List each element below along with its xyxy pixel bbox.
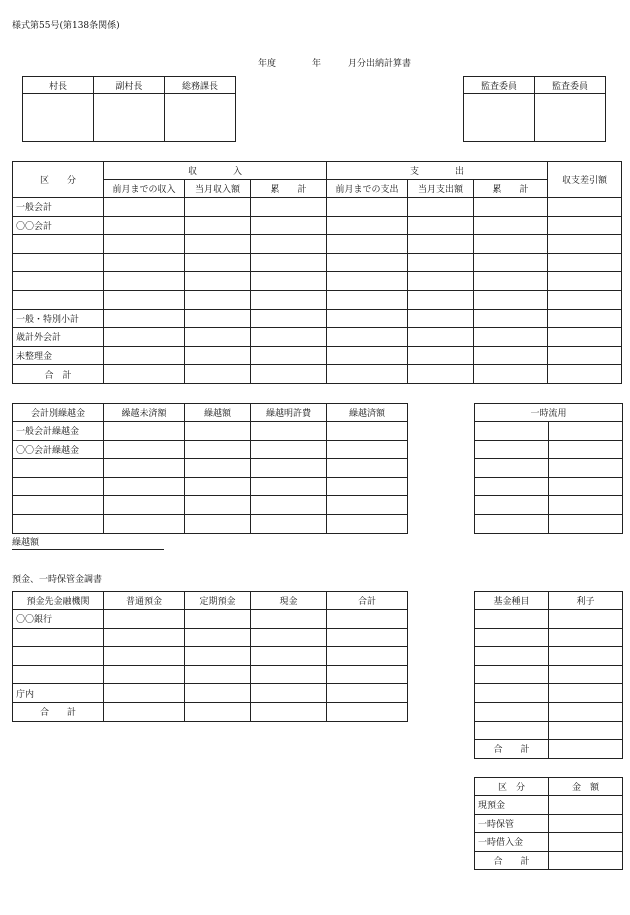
table-row <box>475 684 623 703</box>
table-row <box>475 496 623 515</box>
table-row <box>475 665 623 684</box>
entry-cell[interactable] <box>408 253 474 272</box>
entry-cell[interactable] <box>104 235 185 254</box>
entry-cell[interactable] <box>185 628 251 647</box>
entry-cell[interactable] <box>475 684 549 703</box>
row-label: 一般・特別小計 <box>13 309 104 328</box>
entry-cell[interactable] <box>327 235 408 254</box>
table-row <box>13 496 408 515</box>
entry-cell[interactable] <box>104 702 185 721</box>
entry-cell[interactable] <box>251 477 327 496</box>
entry-cell[interactable] <box>549 514 623 533</box>
table-row <box>13 440 408 459</box>
row-label: 庁内 <box>13 684 104 703</box>
approval-stamp-box[interactable] <box>94 94 165 142</box>
table-row <box>13 702 408 721</box>
approval-table-left <box>22 76 236 142</box>
row-label: 〇〇会計 <box>13 216 104 235</box>
approval-general-affairs: 総務課長 <box>165 77 236 94</box>
entry-cell[interactable] <box>185 198 251 217</box>
entry-cell[interactable] <box>549 665 623 684</box>
entry-cell[interactable] <box>475 440 549 459</box>
entry-cell[interactable] <box>104 665 185 684</box>
table-row <box>13 610 408 629</box>
header-fund-interest: 利子 <box>549 592 623 610</box>
table-row <box>13 235 622 254</box>
carryover-table <box>12 403 408 534</box>
entry-cell[interactable] <box>185 665 251 684</box>
entry-cell[interactable] <box>251 440 327 459</box>
entry-cell[interactable] <box>475 477 549 496</box>
entry-cell[interactable] <box>548 216 622 235</box>
row-label <box>13 477 104 496</box>
entry-cell[interactable] <box>104 647 185 666</box>
approval-auditor-1: 監査委員 <box>464 77 535 94</box>
table-row <box>13 628 408 647</box>
fund-table <box>474 591 623 759</box>
entry-cell[interactable] <box>251 235 327 254</box>
approval-stamp-box[interactable] <box>23 94 94 142</box>
entry-cell[interactable] <box>185 514 251 533</box>
entry-cell[interactable] <box>251 514 327 533</box>
approval-deputy-mayor: 副村長 <box>94 77 165 94</box>
entry-cell[interactable] <box>251 459 327 478</box>
entry-cell[interactable] <box>549 684 623 703</box>
header-temp-use: 一時流用 <box>475 404 623 422</box>
entry-cell[interactable] <box>104 422 185 441</box>
table-row <box>13 309 622 328</box>
entry-cell[interactable] <box>549 459 623 478</box>
row-label: 合 計 <box>13 365 104 384</box>
row-label: 一般会計繰越金 <box>13 422 104 441</box>
entry-cell[interactable] <box>474 235 548 254</box>
entry-cell[interactable] <box>251 365 327 384</box>
entry-cell[interactable] <box>185 702 251 721</box>
entry-cell[interactable] <box>474 290 548 309</box>
entry-cell[interactable] <box>548 328 622 347</box>
header-income-total: 累 計 <box>251 180 327 198</box>
row-label: 合 計 <box>475 851 549 870</box>
entry-cell[interactable] <box>327 496 408 515</box>
entry-cell[interactable] <box>408 309 474 328</box>
entry-cell[interactable] <box>104 216 185 235</box>
entry-cell[interactable] <box>104 253 185 272</box>
entry-cell[interactable] <box>185 346 251 365</box>
table-row <box>475 851 623 870</box>
table-row <box>13 665 408 684</box>
approval-table-right <box>463 76 606 142</box>
entry-cell[interactable] <box>104 290 185 309</box>
entry-cell[interactable] <box>474 346 548 365</box>
row-label: 現預金 <box>475 796 549 815</box>
entry-cell[interactable] <box>185 328 251 347</box>
header-income-current: 当月収入額 <box>185 180 251 198</box>
table-row <box>475 740 623 759</box>
header-carry-explicit: 繰越明許費 <box>251 404 327 422</box>
entry-cell[interactable] <box>327 253 408 272</box>
entry-cell[interactable] <box>548 309 622 328</box>
row-label <box>13 290 104 309</box>
entry-cell[interactable] <box>549 610 623 629</box>
approval-stamp-box[interactable] <box>165 94 236 142</box>
table-row <box>13 346 622 365</box>
entry-cell[interactable] <box>549 721 623 740</box>
entry-cell[interactable] <box>327 365 408 384</box>
header-deposit-cash: 現金 <box>251 592 327 610</box>
entry-cell[interactable] <box>475 496 549 515</box>
entry-cell[interactable] <box>251 309 327 328</box>
row-label: 〇〇会計繰越金 <box>13 440 104 459</box>
entry-cell[interactable] <box>549 477 623 496</box>
entry-cell[interactable] <box>327 702 408 721</box>
entry-cell[interactable] <box>327 440 408 459</box>
header-expense-total: 累 計 <box>474 180 548 198</box>
entry-cell[interactable] <box>185 684 251 703</box>
row-label: 歳計外会計 <box>13 328 104 347</box>
deposit-table <box>12 591 408 722</box>
entry-cell[interactable] <box>475 721 549 740</box>
entry-cell[interactable] <box>548 253 622 272</box>
temp-use-table <box>474 403 623 534</box>
entry-cell[interactable] <box>251 346 327 365</box>
entry-cell[interactable] <box>185 440 251 459</box>
row-label: 一時保管 <box>475 814 549 833</box>
entry-cell[interactable] <box>475 610 549 629</box>
form-id: 様式第55号(第138条関係) <box>12 21 120 31</box>
entry-cell[interactable] <box>251 665 327 684</box>
entry-cell[interactable] <box>251 647 327 666</box>
header-expense-current: 当月支出額 <box>408 180 474 198</box>
entry-cell[interactable] <box>104 440 185 459</box>
row-label: 合 計 <box>13 702 104 721</box>
row-label <box>13 253 104 272</box>
entry-cell[interactable] <box>408 328 474 347</box>
header-deposit-fixed: 定期預金 <box>185 592 251 610</box>
entry-cell[interactable] <box>104 365 185 384</box>
table-row <box>475 647 623 666</box>
entry-cell[interactable] <box>474 198 548 217</box>
table-row <box>13 477 408 496</box>
entry-cell[interactable] <box>185 216 251 235</box>
entry-cell[interactable] <box>251 702 327 721</box>
entry-cell[interactable] <box>548 365 622 384</box>
row-label: 合 計 <box>475 740 549 759</box>
header-carry-account: 会計別繰越金 <box>13 404 104 422</box>
entry-cell[interactable] <box>549 814 623 833</box>
header-income: 収 入 <box>104 162 327 180</box>
table-row <box>475 702 623 721</box>
entry-cell[interactable] <box>549 422 623 441</box>
entry-cell[interactable] <box>185 647 251 666</box>
entry-cell[interactable] <box>408 365 474 384</box>
entry-cell[interactable] <box>327 628 408 647</box>
approval-mayor: 村長 <box>23 77 94 94</box>
row-label: 一時借入金 <box>475 833 549 852</box>
row-label <box>13 514 104 533</box>
header-carry-settled: 繰越済額 <box>327 404 408 422</box>
table-row <box>13 272 622 291</box>
entry-cell[interactable] <box>474 309 548 328</box>
entry-cell[interactable] <box>549 833 623 852</box>
entry-cell[interactable] <box>327 477 408 496</box>
entry-cell[interactable] <box>327 290 408 309</box>
table-row <box>475 610 623 629</box>
entry-cell[interactable] <box>549 628 623 647</box>
entry-cell[interactable] <box>185 365 251 384</box>
entry-cell[interactable] <box>475 647 549 666</box>
entry-cell[interactable] <box>327 647 408 666</box>
entry-cell[interactable] <box>474 328 548 347</box>
entry-cell[interactable] <box>475 665 549 684</box>
entry-cell[interactable] <box>185 272 251 291</box>
entry-cell[interactable] <box>408 346 474 365</box>
entry-cell[interactable] <box>104 628 185 647</box>
row-label <box>13 628 104 647</box>
entry-cell[interactable] <box>408 290 474 309</box>
header-carry-amount: 繰越額 <box>185 404 251 422</box>
entry-cell[interactable] <box>327 328 408 347</box>
approval-stamp-box[interactable] <box>535 94 606 142</box>
entry-cell[interactable] <box>251 290 327 309</box>
summary-table <box>474 777 623 870</box>
entry-cell[interactable] <box>185 422 251 441</box>
row-label: 一般会計 <box>13 198 104 217</box>
carryover-footer: 繰越額 <box>12 538 164 550</box>
header-fund-type: 基金種目 <box>475 592 549 610</box>
entry-cell[interactable] <box>104 272 185 291</box>
entry-cell[interactable] <box>185 309 251 328</box>
entry-cell[interactable] <box>104 309 185 328</box>
entry-cell[interactable] <box>104 328 185 347</box>
deposit-section-title: 預金、一時保管金調書 <box>12 575 103 585</box>
entry-cell[interactable] <box>549 851 623 870</box>
entry-cell[interactable] <box>251 610 327 629</box>
header-expense-prev: 前月までの支出 <box>327 180 408 198</box>
table-row <box>475 721 623 740</box>
entry-cell[interactable] <box>327 422 408 441</box>
header-category: 区 分 <box>13 162 104 198</box>
table-row <box>475 833 623 852</box>
entry-cell[interactable] <box>185 459 251 478</box>
table-row <box>475 459 623 478</box>
entry-cell[interactable] <box>549 496 623 515</box>
entry-cell[interactable] <box>251 328 327 347</box>
entry-cell[interactable] <box>327 216 408 235</box>
document-title: 年度 年 月分出納計算書 <box>258 59 412 69</box>
table-row <box>13 459 408 478</box>
entry-cell[interactable] <box>327 309 408 328</box>
entry-cell[interactable] <box>251 628 327 647</box>
entry-cell[interactable] <box>185 477 251 496</box>
entry-cell[interactable] <box>185 496 251 515</box>
entry-cell[interactable] <box>104 496 185 515</box>
entry-cell[interactable] <box>408 216 474 235</box>
table-row <box>475 477 623 496</box>
entry-cell[interactable] <box>548 235 622 254</box>
entry-cell[interactable] <box>474 272 548 291</box>
table-row <box>475 628 623 647</box>
entry-cell[interactable] <box>327 272 408 291</box>
entry-cell[interactable] <box>549 740 623 759</box>
entry-cell[interactable] <box>327 514 408 533</box>
table-row <box>13 365 622 384</box>
entry-cell[interactable] <box>251 216 327 235</box>
entry-cell[interactable] <box>327 665 408 684</box>
table-row <box>475 440 623 459</box>
entry-cell[interactable] <box>104 514 185 533</box>
entry-cell[interactable] <box>104 477 185 496</box>
entry-cell[interactable] <box>549 796 623 815</box>
entry-cell[interactable] <box>251 272 327 291</box>
entry-cell[interactable] <box>549 440 623 459</box>
entry-cell[interactable] <box>104 684 185 703</box>
table-row <box>13 514 408 533</box>
table-row <box>475 422 623 441</box>
entry-cell[interactable] <box>549 702 623 721</box>
row-label <box>13 665 104 684</box>
entry-cell[interactable] <box>185 253 251 272</box>
entry-cell[interactable] <box>475 702 549 721</box>
row-label <box>13 272 104 291</box>
header-income-prev: 前月までの収入 <box>104 180 185 198</box>
table-row <box>13 328 622 347</box>
header-deposit-total: 合計 <box>327 592 408 610</box>
header-deposit-bank: 預金先金融機関 <box>13 592 104 610</box>
table-row <box>13 216 622 235</box>
entry-cell[interactable] <box>548 290 622 309</box>
entry-cell[interactable] <box>251 253 327 272</box>
entry-cell[interactable] <box>474 253 548 272</box>
header-summary-category: 区 分 <box>475 778 549 796</box>
table-row <box>13 198 622 217</box>
row-label: 未整理金 <box>13 346 104 365</box>
header-deposit-ordinary: 普通預金 <box>104 592 185 610</box>
entry-cell[interactable] <box>327 610 408 629</box>
table-row <box>13 684 408 703</box>
entry-cell[interactable] <box>408 272 474 291</box>
table-row <box>13 422 408 441</box>
entry-cell[interactable] <box>185 610 251 629</box>
entry-cell[interactable] <box>251 198 327 217</box>
entry-cell[interactable] <box>475 628 549 647</box>
entry-cell[interactable] <box>548 346 622 365</box>
entry-cell[interactable] <box>327 684 408 703</box>
row-label <box>13 647 104 666</box>
table-row <box>13 647 408 666</box>
entry-cell[interactable] <box>548 272 622 291</box>
approval-stamp-box[interactable] <box>464 94 535 142</box>
entry-cell[interactable] <box>327 459 408 478</box>
entry-cell[interactable] <box>185 235 251 254</box>
table-row <box>475 814 623 833</box>
header-expense: 支 出 <box>327 162 548 180</box>
header-summary-amount: 金 額 <box>549 778 623 796</box>
approval-auditor-2: 監査委員 <box>535 77 606 94</box>
row-label <box>13 496 104 515</box>
entry-cell[interactable] <box>104 346 185 365</box>
entry-cell[interactable] <box>475 514 549 533</box>
entry-cell[interactable] <box>251 684 327 703</box>
entry-cell[interactable] <box>327 346 408 365</box>
entry-cell[interactable] <box>548 198 622 217</box>
entry-cell[interactable] <box>474 216 548 235</box>
cashflow-table <box>12 161 622 384</box>
table-row <box>475 514 623 533</box>
row-label <box>13 235 104 254</box>
entry-cell[interactable] <box>185 290 251 309</box>
header-balance: 収支差引額 <box>548 162 622 198</box>
entry-cell[interactable] <box>474 365 548 384</box>
entry-cell[interactable] <box>475 422 549 441</box>
table-row <box>13 290 622 309</box>
table-row <box>475 796 623 815</box>
entry-cell[interactable] <box>408 198 474 217</box>
entry-cell[interactable] <box>549 647 623 666</box>
entry-cell[interactable] <box>104 459 185 478</box>
entry-cell[interactable] <box>475 459 549 478</box>
entry-cell[interactable] <box>251 496 327 515</box>
row-label <box>13 459 104 478</box>
entry-cell[interactable] <box>251 422 327 441</box>
entry-cell[interactable] <box>408 235 474 254</box>
table-row <box>13 253 622 272</box>
header-carry-unsettled: 繰越未済額 <box>104 404 185 422</box>
entry-cell[interactable] <box>327 198 408 217</box>
entry-cell[interactable] <box>104 610 185 629</box>
row-label: 〇〇銀行 <box>13 610 104 629</box>
entry-cell[interactable] <box>104 198 185 217</box>
